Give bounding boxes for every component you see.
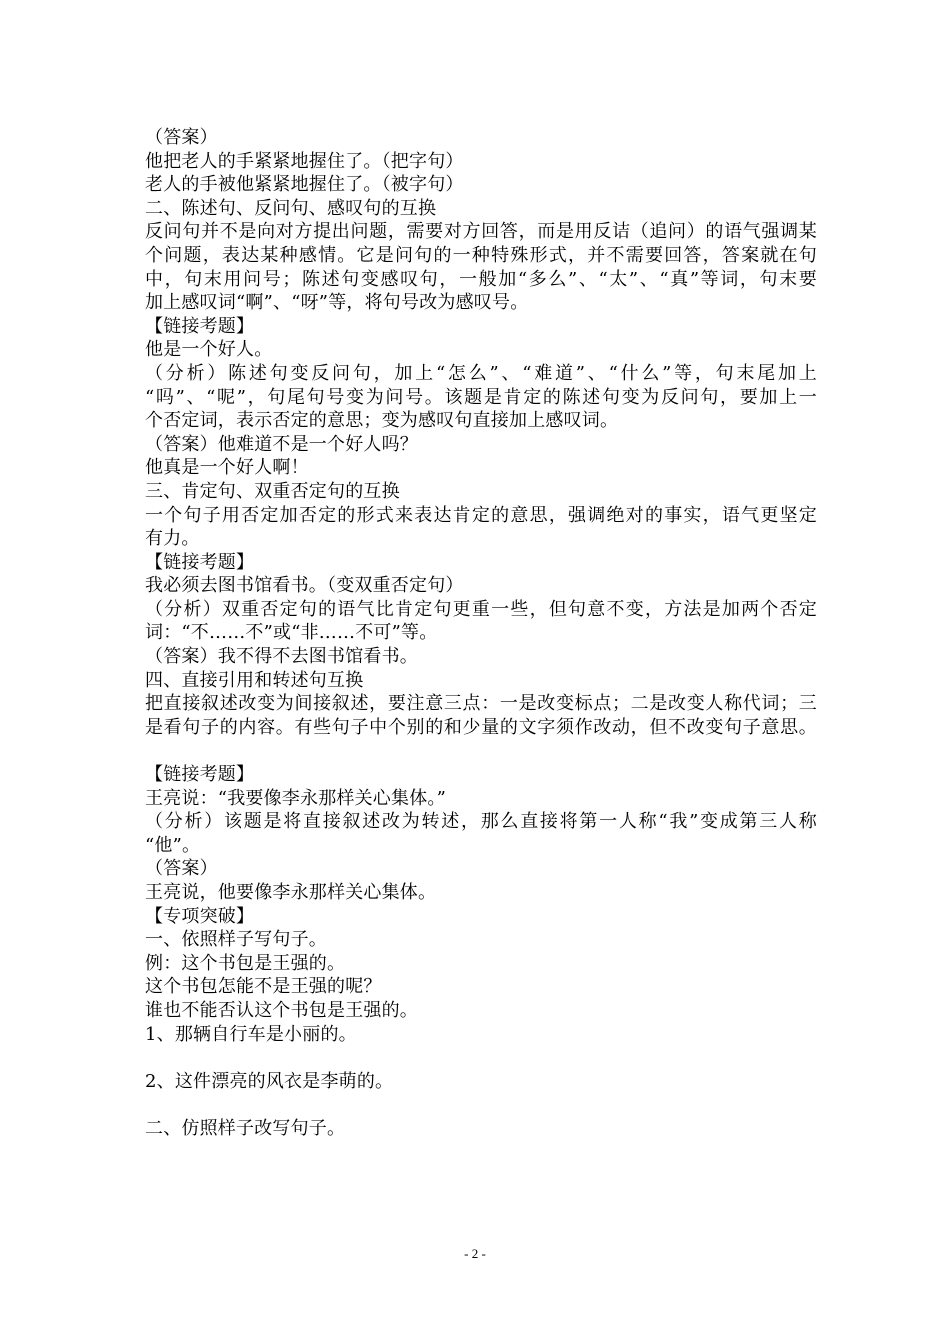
analysis-line: （分析）陈述句变反问句，加上“怎么”、“难道”、“什么”等，句末尾加上: [145, 362, 817, 384]
paragraph-line: 是看句子的内容。有些句子中个别的和少量的文字须作改动，但不改变句子意思。: [145, 716, 817, 738]
paragraph-line: 加上感叹词“啊”、“呀”等，将句号改为感叹号。: [145, 292, 529, 314]
exam-question: 王亮说：“我要像李永那样关心集体。”: [145, 787, 447, 809]
answer-blank-line: [145, 1093, 817, 1117]
paragraph-line: 有力。: [145, 528, 200, 550]
paragraph-line: 中，句末用问号；陈述句变感叹句，一般加“多么”、“太”、“真”等词，句末要: [145, 268, 817, 290]
section-heading-3: 三、肯定句、双重否定句的互换: [145, 480, 400, 502]
analysis-line: “吗”、“呢”，句尾句号变为问号。该题是肯定的陈述句变为反问句，要加上一: [145, 386, 817, 408]
example-line: 谁也不能否认这个书包是王强的。: [145, 999, 418, 1021]
answer-line: 他真是一个好人啊！: [145, 457, 309, 479]
page-number: - 2 -: [464, 1246, 486, 1261]
analysis-line: （分析）该题是将直接叙述改为转述，那么直接将第一人称“我”变成第三人称: [145, 811, 817, 833]
example-line: 例：这个书包是王强的。: [145, 952, 346, 974]
exercise-heading-2: 二、仿照样子改写句子。: [145, 1117, 346, 1139]
link-exam-heading: 【链接考题】: [145, 764, 255, 786]
exercise-item: 2、这件漂亮的风衣是李萌的。: [145, 1070, 394, 1092]
section-heading-4: 四、直接引用和转述句互换: [145, 669, 364, 691]
answer-line: （答案）我不得不去图书馆看书。: [145, 646, 418, 668]
analysis-line: （分析）双重否定句的语气比肯定句更重一些，但句意不变，方法是加两个否定: [145, 598, 817, 620]
blank-line: [145, 739, 817, 763]
exam-question: 我必须去图书馆看书。（变双重否定句）: [145, 575, 464, 597]
answer-ba-sentence: 他把老人的手紧紧地握住了。（把字句）: [145, 150, 464, 172]
answer-blank-line: [145, 1046, 817, 1070]
answer-label: （答案）: [145, 858, 218, 880]
analysis-line: 词：“不……不”或“非……不可”等。: [145, 622, 438, 644]
example-line: 这个书包怎能不是王强的呢？: [145, 976, 382, 998]
paragraph-line: 反问句并不是向对方提出问题，需要对方回答，而是用反诘（追问）的语气强调某: [145, 221, 817, 243]
special-breakthrough-heading: 【专项突破】: [145, 905, 255, 927]
answer-bei-sentence: 老人的手被他紧紧地握住了。（被字句）: [145, 174, 464, 196]
paragraph-line: 把直接叙述改变为间接叙述，要注意三点：一是改变标点；二是改变人称代词；三: [145, 693, 817, 715]
answer-label: （答案）: [145, 127, 218, 148]
answer-line: 王亮说，他要像李永那样关心集体。: [145, 882, 437, 903]
document-body: [145, 126, 817, 1141]
exercise-item: 1、那辆自行车是小丽的。: [145, 1023, 357, 1045]
exercise-heading-1: 一、依照样子写句子。: [145, 929, 327, 951]
answer-line: （答案）他难道不是一个好人吗？: [145, 433, 418, 455]
link-exam-heading: 【链接考题】: [145, 315, 255, 337]
paragraph-line: 个问题，表达某种感情。它是问句的一种特殊形式，并不需要回答，答案就在句: [145, 244, 817, 266]
exam-question: 他是一个好人。: [145, 339, 273, 361]
paragraph-line: 一个句子用否定加否定的形式来表达肯定的意思，强调绝对的事实，语气更坚定: [145, 504, 817, 526]
analysis-line: 个否定词，表示否定的意思；变为感叹句直接加上感叹词。: [145, 410, 619, 432]
link-exam-heading: 【链接考题】: [145, 551, 255, 573]
analysis-line: “他”。: [145, 834, 201, 856]
section-heading-2: 二、陈述句、反问句、感叹句的互换: [145, 197, 437, 219]
